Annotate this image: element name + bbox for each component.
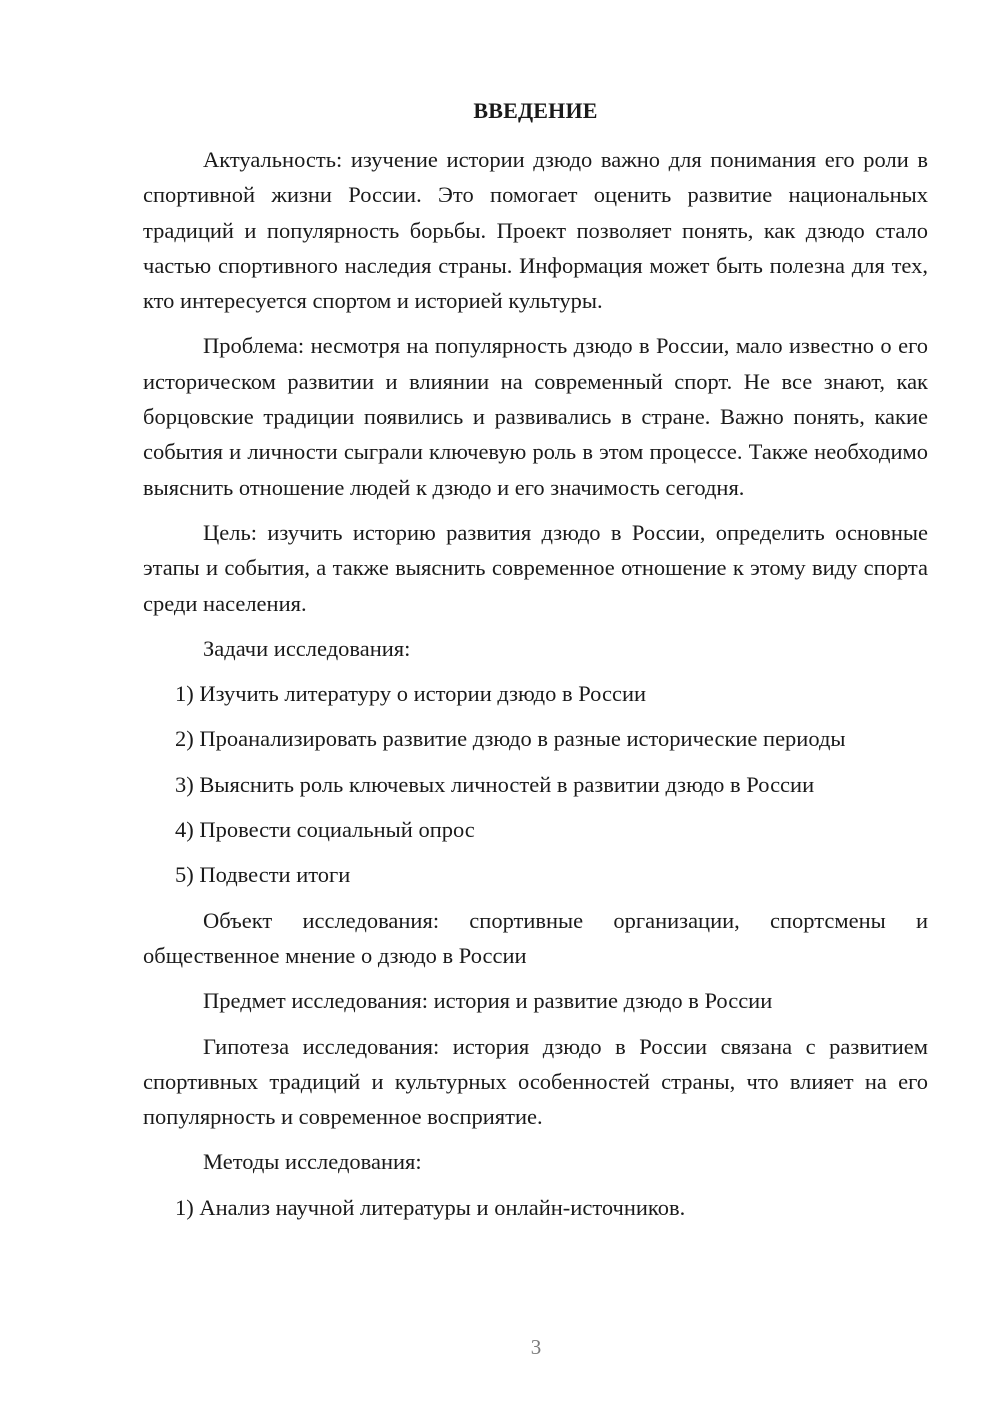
task-item: 3) Выяснить роль ключевых личностей в развитии дзюдо в России — [175, 771, 815, 797]
relevance-paragraph: Актуальность: изучение истории дзюдо важно для понимания его роли в спортивной жизни России. Это помогает оценить развитие национальных традиций и популярность борьбы. Проект позволяет понять, как дзюдо стало частью спортивного наследия страны. Информация может быть полезна для тех, кто интересуется спортом и историей культуры. — [143, 147, 928, 314]
object-paragraph: Объект исследования: спортивные организации, спортсмены и общественное мнение о дзюдо в России — [143, 907, 928, 968]
page-number: 3 — [530, 1335, 542, 1359]
problem-paragraph: Проблема: несмотря на популярность дзюдо в России, мало известно о его историческом развитии и влиянии на современный спорт. Не все знают, как борцовские традиции появились и развивались в стране. Важно понять, какие события и личности сыграли ключевую роль в этом процессе. Также необходимо выяснить отношение людей к дзюдо и его значимость сегодня. — [143, 333, 928, 500]
methods-heading: Методы исследования: — [203, 1149, 422, 1175]
page-title: ВВЕДЕНИЕ — [473, 98, 598, 123]
task-item: 1) Изучить литературу о истории дзюдо в России — [175, 681, 647, 707]
subject-paragraph: Предмет исследования: история и развитие дзюдо в России — [203, 988, 773, 1014]
tasks-heading: Задачи исследования: — [203, 635, 411, 661]
task-item: 2) Проанализировать развитие дзюдо в разные исторические периоды — [175, 726, 846, 752]
document-body — [143, 142, 928, 1235]
task-item: 4) Провести социальный опрос — [175, 817, 475, 843]
goal-paragraph: Цель: изучить историю развития дзюдо в России, определить основные этапы и события, а также выяснить современное отношение к этому виду спорта среди населения. — [143, 519, 928, 616]
method-item: 1) Анализ научной литературы и онлайн-источников. — [175, 1194, 686, 1220]
task-item: 5) Подвести итоги — [175, 862, 351, 888]
hypothesis-paragraph: Гипотеза исследования: история дзюдо в России связана с развитием спортивных традиций и культурных особенностей страны, что влияет на его популярность и современное восприятие. — [143, 1033, 928, 1130]
